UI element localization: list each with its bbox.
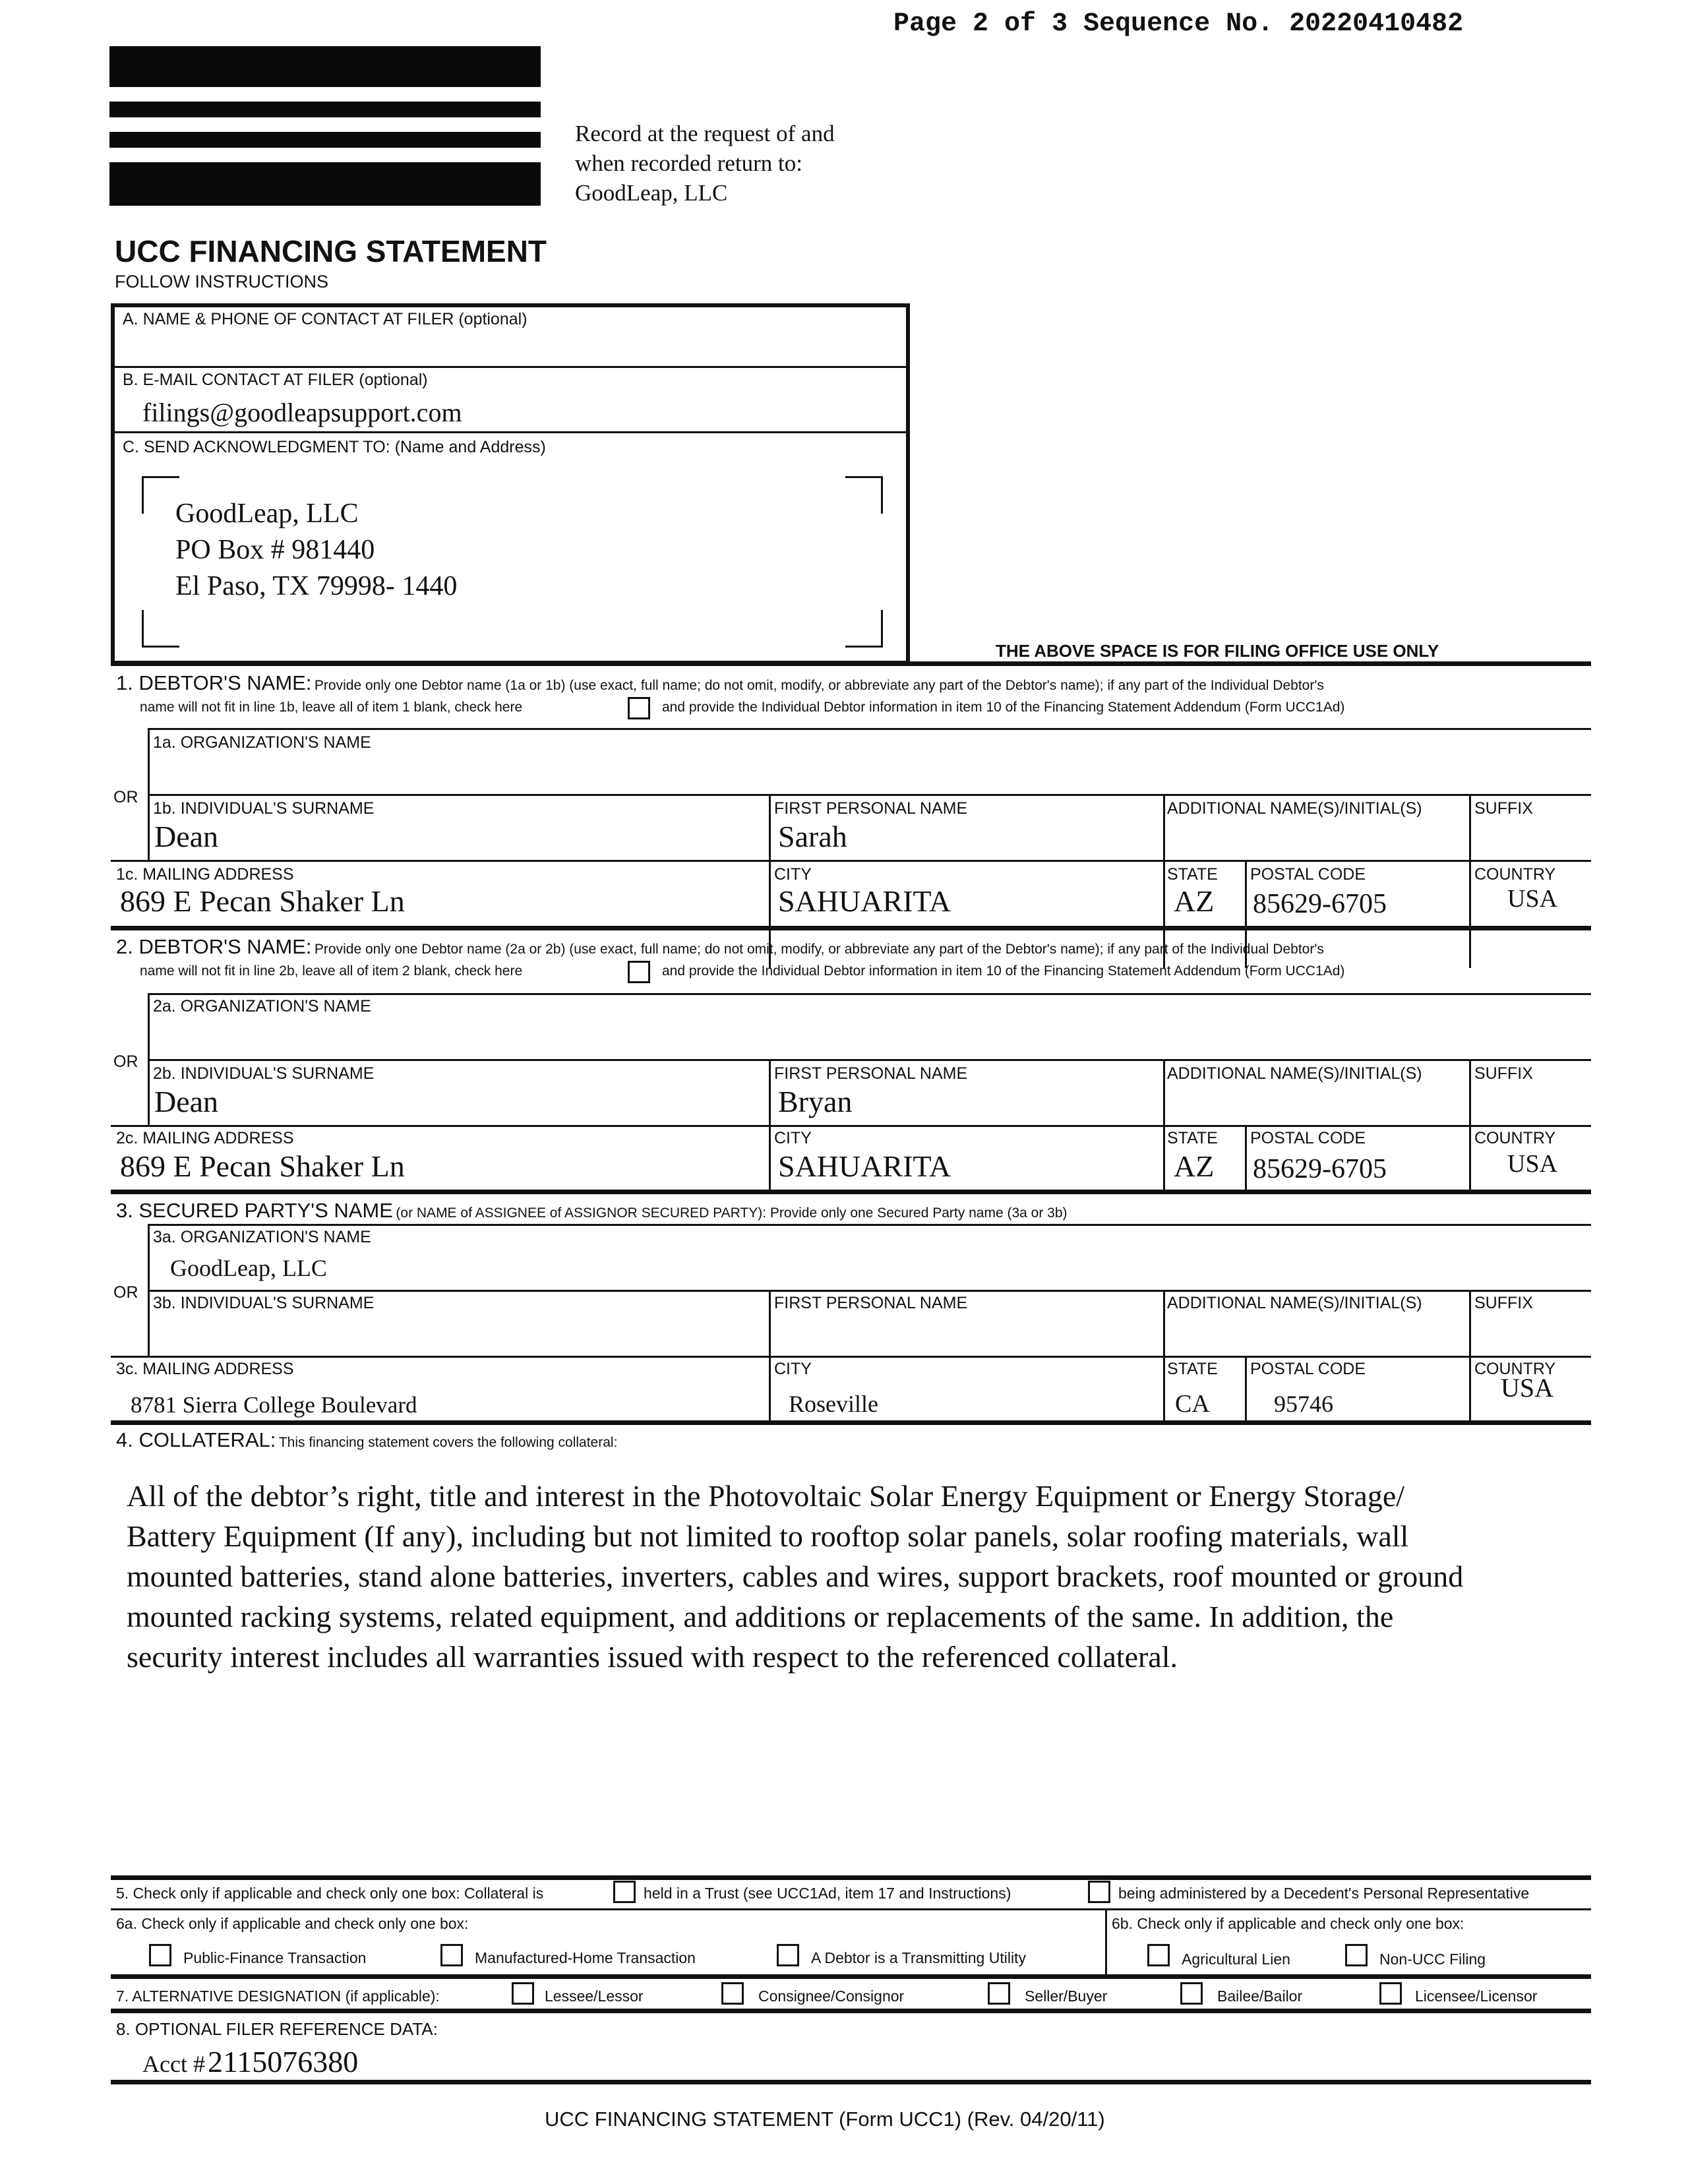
debtor1-heading: 1. DEBTOR'S NAME: Provide only one Debtor name (1a or 1b) (use exact, full name; do not omit, modify, or abbreviate any part of the Debtor's name); if any part of the Individual Debtor's <box>116 671 1324 694</box>
filer-box <box>111 303 910 665</box>
secured-heading: 3. SECURED PARTY'S NAME (or NAME of ASSIGNEE of ASSIGNOR SECURED PARTY): Provide only one Secured Party name (3a or 3b) <box>116 1199 1068 1222</box>
filer-email-label: B. E-MAIL CONTACT AT FILER (optional) <box>123 371 428 389</box>
acknowledgment-address: GoodLeap, LLC PO Box # 981440 El Paso, TX 79998- 1440 <box>175 499 458 601</box>
item6a-label: 6a. Check only if applicable and check only one box: <box>116 1915 469 1932</box>
seller-buyer-label: Seller/Buyer <box>1025 1987 1108 2005</box>
secured-mail-label: 3c. MAILING ADDRESS <box>116 1360 294 1378</box>
debtor2-first-label: FIRST PERSONAL NAME <box>774 1064 968 1083</box>
redaction-bar <box>109 102 541 117</box>
secured-surname-label: 3b. INDIVIDUAL'S SURNAME <box>153 1294 375 1312</box>
seller-buyer-checkbox[interactable] <box>988 1982 1010 2005</box>
form-title: UCC FINANCING STATEMENT <box>115 234 547 268</box>
bracket-corner <box>845 476 883 514</box>
agricultural-lien-label: Agricultural Lien <box>1182 1951 1290 1968</box>
debtor1-heading-line2-cont: and provide the Individual Debtor information in item 10 of the Financing Statement Addendum (Form UCC1Ad) <box>662 700 1345 715</box>
debtor2-first-name: Bryan <box>778 1085 853 1118</box>
bracket-corner <box>142 610 179 648</box>
secured-state-label: STATE <box>1167 1360 1218 1378</box>
filer-contact-label: A. NAME & PHONE OF CONTACT AT FILER (optional) <box>123 310 528 328</box>
debtor2-suffix-label: SUFFIX <box>1474 1064 1533 1083</box>
debtor1-city: SAHUARITA <box>778 884 951 918</box>
debtor1-state-label: STATE <box>1167 865 1218 884</box>
manufactured-home-checkbox[interactable] <box>440 1944 463 1966</box>
collateral-heading: 4. COLLATERAL: This financing statement covers the following collateral: <box>116 1428 618 1451</box>
secured-org-name: GoodLeap, LLC <box>170 1255 327 1281</box>
bracket-corner <box>845 610 883 648</box>
page-sequence-header: Page 2 of 3 Sequence No. 20220410482 <box>893 9 1464 39</box>
lessee-lessor-label: Lessee/Lessor <box>545 1987 644 2005</box>
lessee-lessor-checkbox[interactable] <box>512 1982 534 2005</box>
licensee-licensor-checkbox[interactable] <box>1379 1982 1402 2005</box>
transmitting-utility-label: A Debtor is a Transmitting Utility <box>811 1949 1026 1966</box>
manufactured-home-label: Manufactured-Home Transaction <box>475 1949 696 1966</box>
public-finance-checkbox[interactable] <box>149 1944 171 1966</box>
debtor1-heading-line2: name will not fit in line 1b, leave all of item 1 blank, check here <box>140 700 523 715</box>
trust-option-label: held in a Trust (see UCC1Ad, item 17 and Instructions) <box>644 1885 1011 1902</box>
secured-address: 8781 Sierra College Boulevard <box>131 1392 417 1418</box>
collateral-description: All of the debtor’s right, title and interest in the Photovoltaic Solar Energy Equipment or Energy Storage/ Battery Equipment (If any), including but not limited to rooftop solar panels, solar roofing materials, wall mounted batteries, stand alone batteries, inverters, cables and wires, support brackets, roof mounted or ground mounted racking systems, related equipment, and additions or replacements of the same. In addition, the security interest includes all warranties issued with respect to the referenced collateral. <box>127 1479 1464 1674</box>
secured-postal-label: POSTAL CODE <box>1250 1360 1366 1378</box>
consignee-consignor-label: Consignee/Consignor <box>758 1987 905 2005</box>
debtor1-additional-label: ADDITIONAL NAME(S)/INITIAL(S) <box>1167 799 1422 818</box>
agricultural-lien-checkbox[interactable] <box>1147 1944 1170 1966</box>
transmitting-utility-checkbox[interactable] <box>777 1944 799 1966</box>
or-label: OR <box>113 1283 138 1302</box>
debtor2-state-label: STATE <box>1167 1129 1218 1147</box>
debtor1-org-label: 1a. ORGANIZATION'S NAME <box>153 733 371 752</box>
debtor2-heading-line2: name will not fit in line 2b, leave all of item 2 blank, check here <box>140 963 523 979</box>
debtor2-mail-label: 2c. MAILING ADDRESS <box>116 1129 294 1147</box>
debtor1-postal-label: POSTAL CODE <box>1250 865 1366 884</box>
debtor1-city-label: CITY <box>774 865 812 884</box>
follow-instructions: FOLLOW INSTRUCTIONS <box>115 272 329 291</box>
decedent-checkbox[interactable] <box>1088 1881 1110 1903</box>
or-label: OR <box>113 1052 138 1071</box>
debtor2-address: 869 E Pecan Shaker Ln <box>120 1149 405 1183</box>
debtor1-country-label: COUNTRY <box>1474 865 1556 884</box>
secured-country-label: COUNTRY <box>1474 1360 1556 1378</box>
debtor2-city: SAHUARITA <box>778 1149 951 1183</box>
redaction-bar <box>109 46 541 87</box>
licensee-licensor-label: Licensee/Licensor <box>1415 1987 1538 2005</box>
debtor2-additional-label: ADDITIONAL NAME(S)/INITIAL(S) <box>1167 1064 1422 1083</box>
secured-first-label: FIRST PERSONAL NAME <box>774 1294 968 1312</box>
item7-label: 7. ALTERNATIVE DESIGNATION (if applicable): <box>116 1987 440 2005</box>
debtor1-country: USA <box>1507 885 1558 913</box>
record-request-note: Record at the request of and when recorded return to: GoodLeap, LLC <box>575 121 835 206</box>
debtor1-first-name: Sarah <box>778 820 847 853</box>
bailee-bailor-checkbox[interactable] <box>1180 1982 1203 2005</box>
debtor2-state: AZ <box>1174 1149 1215 1183</box>
public-finance-label: Public-Finance Transaction <box>183 1949 367 1966</box>
debtor1-surname: Dean <box>154 820 219 853</box>
redaction-bar <box>109 132 541 148</box>
secured-additional-label: ADDITIONAL NAME(S)/INITIAL(S) <box>1167 1294 1422 1312</box>
debtor2-postal-label: POSTAL CODE <box>1250 1129 1366 1147</box>
non-ucc-label: Non-UCC Filing <box>1379 1951 1486 1968</box>
secured-country: USA <box>1501 1373 1554 1403</box>
debtor2-heading: 2. DEBTOR'S NAME: Provide only one Debtor name (2a or 2b) (use exact, full name; do not omit, modify, or abbreviate any part of the Debtor's name); if any part of the Individual Debtor's <box>116 935 1324 958</box>
debtor2-postal: 85629-6705 <box>1253 1154 1387 1184</box>
consignee-consignor-checkbox[interactable] <box>721 1982 744 2005</box>
debtor1-surname-label: 1b. INDIVIDUAL'S SURNAME <box>153 799 375 818</box>
debtor1-state: AZ <box>1174 884 1215 918</box>
decedent-option-label: being administered by a Decedent's Personal Representative <box>1118 1885 1530 1902</box>
item6b-label: 6b. Check only if applicable and check only one box: <box>1112 1915 1464 1932</box>
debtor2-heading-line2-cont: and provide the Individual Debtor information in item 10 of the Financing Statement Addendum (Form UCC1Ad) <box>662 963 1345 979</box>
filer-email: filings@goodleapsupport.com <box>142 398 462 427</box>
debtor2-surname-label: 2b. INDIVIDUAL'S SURNAME <box>153 1064 375 1083</box>
debtor2-city-label: CITY <box>774 1129 812 1147</box>
trust-checkbox[interactable] <box>613 1881 636 1903</box>
debtor1-suffix-label: SUFFIX <box>1474 799 1533 818</box>
debtor1-postal: 85629-6705 <box>1253 889 1387 919</box>
or-label: OR <box>113 788 138 806</box>
debtor2-surname: Dean <box>154 1085 219 1118</box>
secured-city-label: CITY <box>774 1360 812 1378</box>
non-ucc-checkbox[interactable] <box>1345 1944 1368 1966</box>
debtor1-mail-label: 1c. MAILING ADDRESS <box>116 865 294 884</box>
secured-postal: 95746 <box>1274 1391 1333 1417</box>
debtor2-org-label: 2a. ORGANIZATION'S NAME <box>153 997 371 1016</box>
secured-state: CA <box>1175 1390 1210 1418</box>
secured-org-label: 3a. ORGANIZATION'S NAME <box>153 1228 371 1246</box>
secured-suffix-label: SUFFIX <box>1474 1294 1533 1312</box>
debtor1-first-label: FIRST PERSONAL NAME <box>774 799 968 818</box>
debtor2-checkbox[interactable] <box>628 961 650 983</box>
account-reference: Acct # 2115076380 <box>142 2045 359 2078</box>
debtor2-country: USA <box>1507 1150 1558 1178</box>
filing-office-note: THE ABOVE SPACE IS FOR FILING OFFICE USE ONLY <box>996 641 1439 661</box>
item8-label: 8. OPTIONAL FILER REFERENCE DATA: <box>116 2019 438 2039</box>
secured-city: Roseville <box>789 1391 878 1417</box>
item5-label: 5. Check only if applicable and check only one box: Collateral is <box>116 1885 544 1902</box>
form-footer: UCC FINANCING STATEMENT (Form UCC1) (Rev. 04/20/11) <box>545 2108 1105 2131</box>
bracket-corner <box>142 476 179 514</box>
debtor2-country-label: COUNTRY <box>1474 1129 1556 1147</box>
redaction-bar <box>109 162 541 206</box>
debtor1-checkbox[interactable] <box>628 697 650 719</box>
bailee-bailor-label: Bailee/Bailor <box>1217 1987 1303 2005</box>
acknowledgment-label: C. SEND ACKNOWLEDGMENT TO: (Name and Address) <box>123 438 546 456</box>
debtor1-address: 869 E Pecan Shaker Ln <box>120 884 405 918</box>
